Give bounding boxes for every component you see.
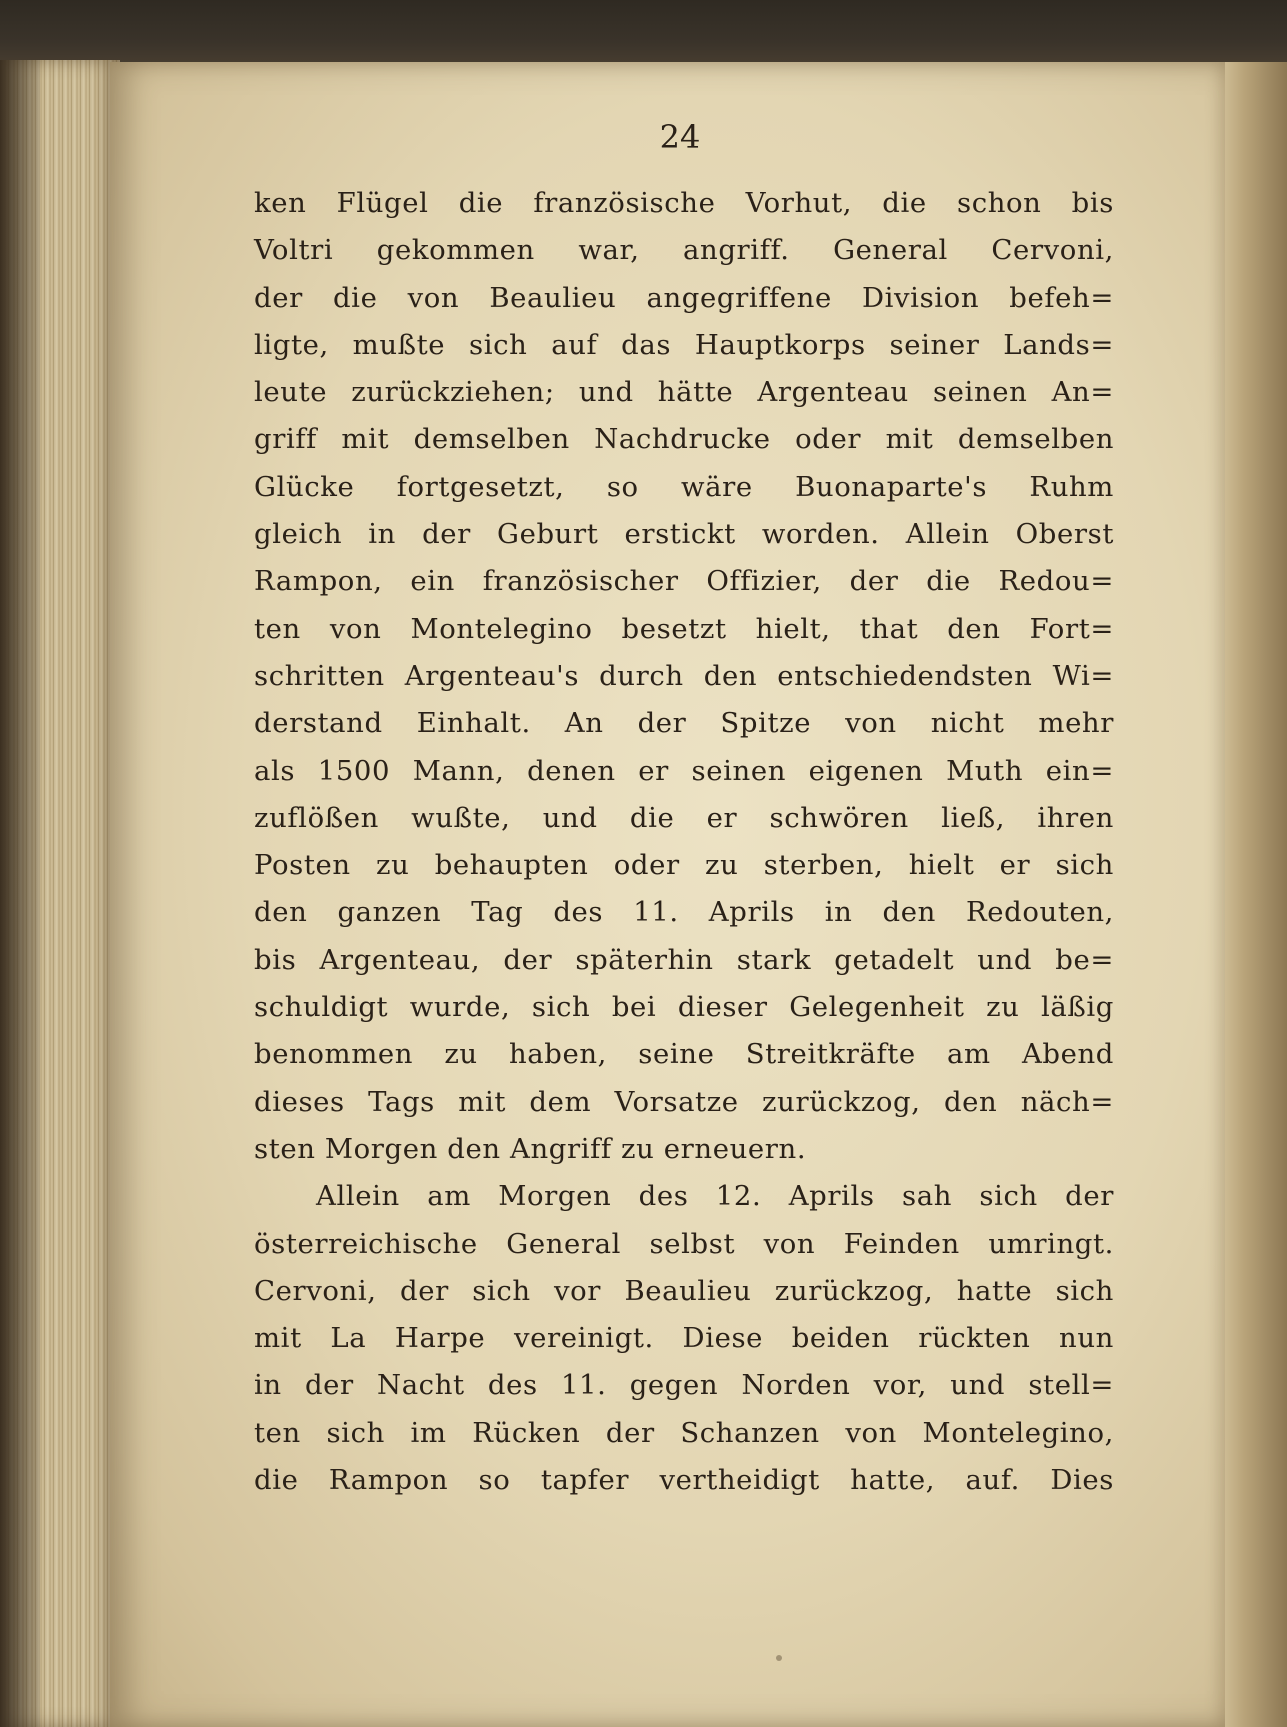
text-line: in der Nacht des 11. gegen Norden vor, und stell= [254,1369,1114,1402]
text-line: ten von Montelegino besetzt hielt, that den Fort= [254,612,1114,645]
text-line: der die von Beaulieu angegriffene Division befeh= [254,281,1114,314]
text-line: gleich in der Geburt erstickt worden. Allein Oberst [254,518,1114,551]
text-line: derstand Einhalt. An der Spitze von nicht mehr [254,707,1114,740]
book-binding-top [0,0,1287,70]
text-line: Allein am Morgen des 12. Aprils sah sich der [316,1180,1114,1213]
text-line: schritten Argenteau's durch den entschiedendsten Wi= [254,659,1114,692]
text-line: leute zurückziehen; und hätte Argenteau seinen An= [254,376,1114,409]
text-line: ligte, mußte sich auf das Hauptkorps seiner Lands= [254,328,1114,361]
page-edges-shadow [0,60,40,1727]
text-line: den ganzen Tag des 11. Aprils in den Redouten, [254,896,1114,929]
text-line: ten sich im Rücken der Schanzen von Montelegino, [254,1416,1114,1449]
text-line: sten Morgen den Angriff zu erneuern. [254,1132,807,1165]
page-number: 24 [659,118,701,156]
paper-speck [776,1655,782,1661]
text-line: Cervoni, der sich vor Beaulieu zurückzog, hatte sich [254,1274,1114,1307]
text-line: dieses Tags mit dem Vorsatze zurückzog, den näch= [254,1085,1114,1118]
text-line: die Rampon so tapfer vertheidigt hatte, auf. Dies [254,1464,1114,1497]
text-line: Rampon, ein französischer Offizier, der die Redou= [254,565,1114,598]
text-line: Voltri gekommen war, angriff. General Cervoni, [254,234,1114,267]
text-line: bis Argenteau, der späterhin stark getadelt und be= [254,943,1114,976]
text-line: zuflößen wußte, und die er schwören ließ, ihren [254,801,1114,834]
text-line: als 1500 Mann, denen er seinen eigenen Muth ein= [254,754,1114,787]
text-line: Posten zu behaupten oder zu sterben, hielt er sich [254,849,1114,882]
text-line: griff mit demselben Nachdrucke oder mit demselben [254,423,1114,456]
text-line: benommen zu haben, seine Streitkräfte am Abend [254,1038,1114,1071]
page-right-edge [1225,62,1287,1727]
text-line: ken Flügel die französische Vorhut, die schon bis [254,187,1114,219]
text-line: österreichische General selbst von Feinden umringt. [254,1227,1114,1260]
text-line: Glücke fortgesetzt, so wäre Buonaparte's Ruhm [254,470,1114,503]
page-text [254,180,1114,1504]
text-line: schuldigt wurde, sich bei dieser Gelegenheit zu läßig [254,991,1114,1024]
text-line: mit La Harpe vereinigt. Diese beiden rückten nun [254,1322,1114,1355]
